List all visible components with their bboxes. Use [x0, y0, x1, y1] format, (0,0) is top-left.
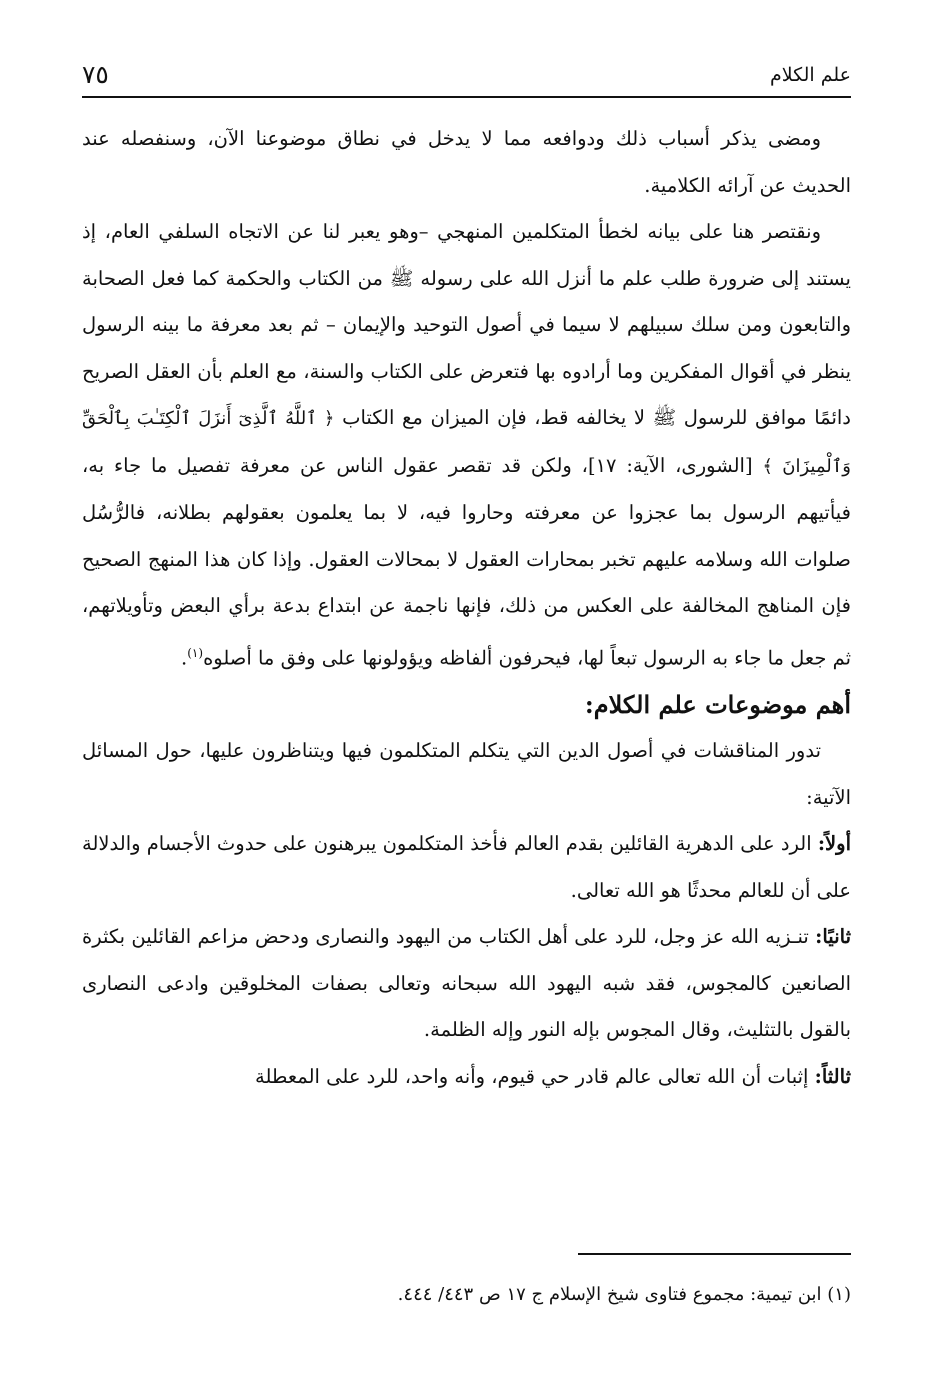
running-header — [82, 62, 851, 98]
paragraph-2-end: . — [181, 646, 188, 669]
item-3-text: إثبات أن الله تعالى عالم قادر حي قيوم، وأنه واحد، للرد على المعطلة — [254, 1064, 815, 1088]
list-item-1 — [82, 821, 851, 914]
footnote: (١) ابن تيمية: مجموع فتاوى شيخ الإسلام ج ١٧ ص ٤٤٣/ ٤٤٤. — [397, 1284, 851, 1305]
footnote-ref: (١) — [187, 645, 204, 660]
section-heading: أهم موضوعات علم الكلام: — [584, 689, 851, 719]
list-item-3 — [82, 1054, 851, 1101]
item-2-lead: ثانيًا: — [815, 925, 851, 948]
item-3-lead: ثالثاً: — [814, 1064, 851, 1088]
paragraph-2 — [82, 209, 851, 682]
paragraph-1: ومضى يذكر أسباب ذلك ودوافعه مما لا يدخل في نطاق موضوعنا الآن، وسنفصله عند الحديث عن آرائه الكلامية. — [82, 127, 851, 197]
main-text — [82, 116, 851, 1100]
item-2-text: تنـزيه الله عز وجل، للرد على أهل الكتاب من اليهود والنصارى ودحض مزاعم القائلين بكثرة الصانعين كالمجوس، فقد شبه اليهود الله سبحانه وتعالى بصفات المخلوقين وادعى النصارى بالقول بالتثليث، وقال المجوس بإله النور وإله الظلمة. — [82, 925, 851, 1041]
quran-verse: ﴿ ٱللَّهُ ٱلَّذِىٓ أَنزَلَ ٱلْكِتَـٰبَ بِٱلْحَقِّ وَٱلْمِيزَانَ ﴾ — [82, 408, 851, 477]
footnote-divider — [578, 1253, 851, 1255]
list-item-2 — [82, 914, 851, 1054]
paragraph-2-part-a: ونقتصر هنا على بيانه لخطأ المتكلمين المنهجي –وهو يعبر لنا عن الاتجاه السلفي العام، إذ يستند إلى ضرورة طلب علم ما أنزل الله على رسوله ﷺ من الكتاب والحكمة كما فعل الصحابة والتابعون ومن سلك سبيلهم لا سيما في أصول التوحيد والإيمان – ثم بعد معرفة ما بينه الرسول ينظر في أقوال المفكرين وما أرادوه بها فتعرض على الكتاب والسنة، مع العلم بأن العقل الصريح دائمًا موافق للرسول ﷺ لا يخالفه قط، فإن الميزان مع الكتاب — [82, 220, 851, 429]
paragraph-2-part-b: [الشورى، الآية: ١٧]، ولكن قد تقصر عقول الناس عن معرفة تفصيل ما جاء به، فيأتيهم الرسول بما عجزوا عن معرفته وحاروا فيه، لا بما يعلمون بعقولهم بطلانه، فالرُّسُل صلوات الله وسلامه عليهم تخبر بمحارات العقول لا بمحالات العقول. وإذا كان هذا المنهج الصحيح فإن المناهج المخالفة على العكس من ذلك، فإنها ناجمة عن ابتداع بدعة برأي البعض وتأويلاتهم، ثم جعل ما جاء به الرسول تبعاً لها، فيحرفون ألفاظه ويؤولونها على وفق ما أصلوه — [82, 453, 851, 669]
book-title: علم الكلام — [770, 64, 851, 86]
page-number: ٧٥ — [82, 60, 109, 89]
paragraph-3: تدور المناقشات في أصول الدين التي يتكلم المتكلمون فيها ويتناظرون عليها، حول المسائل الآتية: — [82, 739, 851, 809]
item-1-text: الرد على الدهرية القائلين بقدم العالم فأخذ المتكلمون يبرهنون على حدوث الأجسام والدلالة على أن للعالم محدثًا هو الله تعالى. — [82, 832, 851, 902]
item-1-lead: أولاً: — [817, 832, 851, 855]
